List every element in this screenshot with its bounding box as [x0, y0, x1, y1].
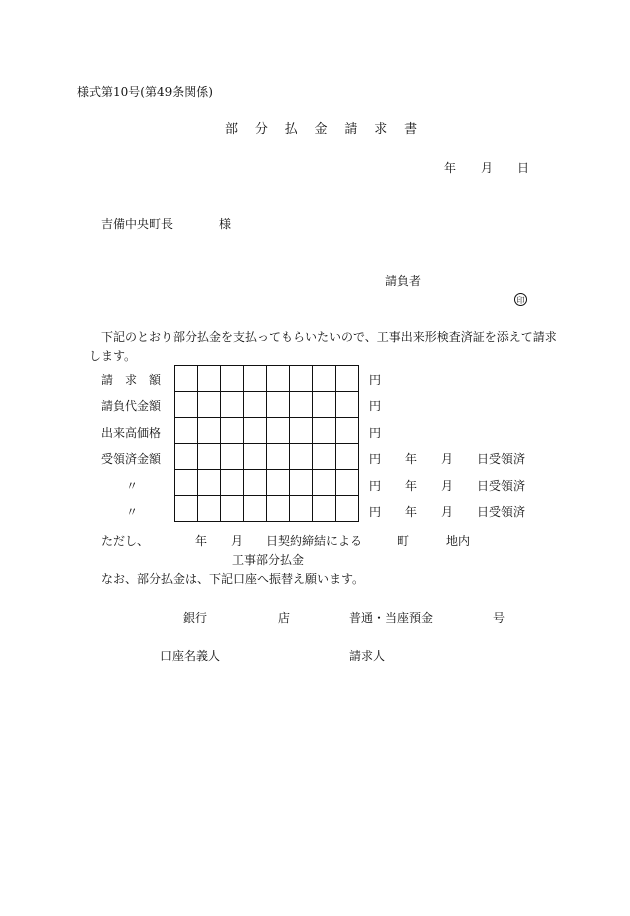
seal-mark: 印	[514, 293, 527, 306]
yen-suffix: 円	[369, 452, 382, 466]
grid-row	[175, 496, 359, 522]
received-day: 日受領済	[477, 479, 526, 493]
intro-line-2: します。	[89, 349, 137, 363]
yen-suffix: 円	[369, 399, 382, 413]
date-year: 年	[444, 161, 457, 175]
addressee-name: 吉備中央町長	[101, 217, 174, 231]
account-type-label: 普通・当座預金	[349, 611, 434, 625]
grid-row	[175, 366, 359, 392]
proviso-month: 月	[231, 534, 244, 548]
transfer-note: なお、部分払金は、下記口座へ振替え願います。	[101, 572, 365, 586]
yen-suffix: 円	[369, 373, 382, 387]
title-char: 求	[374, 122, 388, 137]
form-id: 様式第10号(第49条関係)	[77, 85, 213, 99]
account-number-label: 号	[493, 611, 506, 625]
amount-grid	[174, 365, 359, 522]
date-month: 月	[481, 161, 494, 175]
row-label-ditto: 〃	[126, 505, 139, 519]
yen-suffix: 円	[369, 426, 382, 440]
claimant-label: 請求人	[349, 649, 386, 663]
grid-row	[175, 444, 359, 470]
form-title	[225, 123, 417, 136]
row-label-progress: 出来高価格	[101, 426, 162, 440]
yen-suffix: 円	[369, 479, 382, 493]
date-day: 日	[517, 161, 530, 175]
row-label-received: 受領済金額	[101, 452, 162, 466]
received-day: 日受領済	[477, 505, 526, 519]
title-char: 請	[344, 122, 358, 137]
proviso-year: 年	[195, 534, 208, 548]
proviso-prefix: ただし、	[101, 534, 150, 548]
received-month: 月	[441, 505, 454, 519]
proviso-contract: 日契約締結による	[266, 534, 363, 548]
account-holder-label: 口座名義人	[160, 649, 221, 663]
row-label-contract: 請負代金額	[101, 399, 162, 413]
title-char: 分	[254, 122, 268, 137]
proviso-work: 工事部分払金	[232, 553, 305, 567]
received-day: 日受領済	[477, 452, 526, 466]
bank-label: 銀行	[183, 611, 208, 625]
received-year: 年	[405, 479, 418, 493]
received-year: 年	[405, 505, 418, 519]
title-char: 払	[284, 122, 298, 137]
row-label-claim: 請 求 額	[101, 373, 162, 387]
grid-row	[175, 392, 359, 418]
addressee-honorific: 様	[219, 217, 232, 231]
received-month: 月	[441, 452, 454, 466]
grid-row	[175, 470, 359, 496]
received-year: 年	[405, 452, 418, 466]
title-char: 部	[225, 122, 239, 137]
row-label-ditto: 〃	[126, 479, 139, 493]
grid-row	[175, 418, 359, 444]
yen-suffix: 円	[369, 505, 382, 519]
received-month: 月	[441, 479, 454, 493]
proviso-town: 町	[397, 534, 410, 548]
title-char: 書	[404, 122, 418, 137]
branch-label: 店	[278, 611, 291, 625]
intro-line-1: 下記のとおり部分払金を支払ってもらいたいので、工事出来形検査済証を添えて請求	[101, 330, 557, 344]
contractor-label: 請負者	[385, 274, 422, 288]
proviso-within: 地内	[446, 534, 471, 548]
title-char: 金	[314, 122, 328, 137]
